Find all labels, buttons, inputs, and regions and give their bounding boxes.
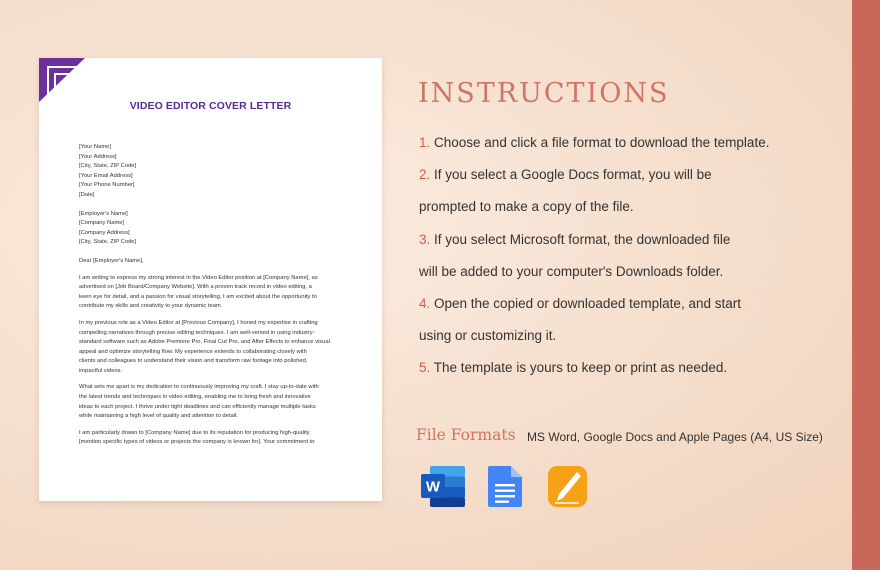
file-formats-label: File Formats xyxy=(416,426,516,444)
corner-decoration-icon xyxy=(39,58,87,104)
step-text: prompted to make a copy of the file. xyxy=(419,199,634,215)
step-text: will be added to your computer's Downloads folder. xyxy=(419,263,724,279)
paragraph-line: ideas to each project. I thrive under tight deadlines and can efficiently manage multiple tasks xyxy=(79,403,316,410)
step-line xyxy=(419,357,839,389)
sender-line: [Your Phone Number] xyxy=(79,182,135,189)
body-paragraph xyxy=(79,319,354,377)
recipient-line: [City, State, ZIP Code] xyxy=(79,239,137,246)
paragraph-line: keen eye for detail, and a passion for visual storytelling, I am excited about the opportunity to xyxy=(79,293,317,300)
sender-line: [Your Email Address] xyxy=(79,172,133,179)
document-body xyxy=(79,143,354,455)
recipient-line: [Company Address] xyxy=(79,229,130,236)
paragraph-line: appeal and optimize storytelling flow. My experience extends to collaborating closely with xyxy=(79,348,307,355)
sender-line: [Your Address] xyxy=(79,153,117,160)
svg-text:W: W xyxy=(425,478,441,496)
paragraph-line: impactful videos. xyxy=(79,367,123,374)
step-line xyxy=(419,132,839,164)
step-text: Open the copied or downloaded template, and start xyxy=(430,295,741,311)
paragraph-line: while maintaining a high level of quality and attention to detail. xyxy=(79,413,238,420)
step-line xyxy=(419,229,839,261)
step-number: 3. xyxy=(419,231,431,247)
apple-pages-icon[interactable] xyxy=(544,465,591,508)
recipient-line: [Company Name] xyxy=(79,220,125,227)
step-line xyxy=(419,196,839,228)
paragraph-line: contribute my skills and creativity to your dynamic team. xyxy=(79,303,223,310)
salutation: Dear [Employer's Name], xyxy=(79,257,144,264)
instructions-heading: INSTRUCTIONS xyxy=(418,78,670,109)
step-text: If you select Microsoft format, the downloaded file xyxy=(430,231,731,247)
step-line xyxy=(419,261,839,293)
sender-line: [Date] xyxy=(79,191,95,198)
paragraph-line: What sets me apart is my dedication to continuously improving my craft. I stay up-to-date with xyxy=(79,384,319,391)
format-icons xyxy=(420,465,591,508)
paragraph-line: the latest trends and techniques in video editing, enabling me to bring fresh and innovative xyxy=(79,394,311,401)
step-number: 5. xyxy=(419,360,431,376)
step-number: 4. xyxy=(419,295,431,311)
file-formats-text: MS Word, Google Docs and Apple Pages (A4, US Size) xyxy=(527,430,823,444)
document-preview xyxy=(39,58,382,501)
step-number: 2. xyxy=(419,167,431,183)
step-text: If you select a Google Docs format, you will be xyxy=(430,167,712,183)
body-paragraph xyxy=(79,429,354,448)
step-line xyxy=(419,164,839,196)
sender-line: [Your Name] xyxy=(79,144,112,150)
recipient-line: [Employer's Name] xyxy=(79,210,128,217)
body-paragraph xyxy=(79,383,354,421)
paragraph-line: clients and colleagues to understand their vision and transform raw footage into polished, xyxy=(79,358,308,365)
step-number: 1. xyxy=(419,135,431,150)
step-text: Choose and click a file format to download the template. xyxy=(430,135,770,150)
paragraph-line: standard software such as Adobe Premiere Pro, Final Cut Pro, and After Effects to enhance visual xyxy=(79,339,330,346)
step-text: using or customizing it. xyxy=(419,328,557,344)
google-docs-icon[interactable] xyxy=(482,465,529,508)
word-icon[interactable] xyxy=(420,465,467,508)
step-text: The template is yours to keep or print as needed. xyxy=(430,360,728,376)
step-line xyxy=(419,325,839,357)
paragraph-line: compelling narratives through precise editing techniques. I am well-versed in using industry- xyxy=(79,329,315,336)
body-paragraph xyxy=(79,274,354,312)
paragraph-line: [mention specific types of videos or projects the company is known for]. Your commitment to xyxy=(79,439,315,446)
paragraph-line: I am particularly drawn to [Company Name] due to its reputation for producing high-quality xyxy=(79,429,310,436)
accent-band xyxy=(852,0,880,570)
document-title: VIDEO EDITOR COVER LETTER xyxy=(129,100,292,112)
sender-address xyxy=(79,143,354,201)
step-line xyxy=(419,293,839,325)
instruction-steps xyxy=(419,132,839,390)
paragraph-line: I am writing to express my strong interest in the Video Editor position at [Company Name], as xyxy=(79,274,318,281)
paragraph-line: In my previous role as a Video Editor at [Previous Company], I honed my expertise in crafting xyxy=(79,319,318,326)
recipient-address xyxy=(79,210,354,248)
paragraph-line: advertised on [Job Board/Company Website]. With a proven track record in video editing, a xyxy=(79,284,312,291)
sender-line: [City, State, ZIP Code] xyxy=(79,163,137,170)
